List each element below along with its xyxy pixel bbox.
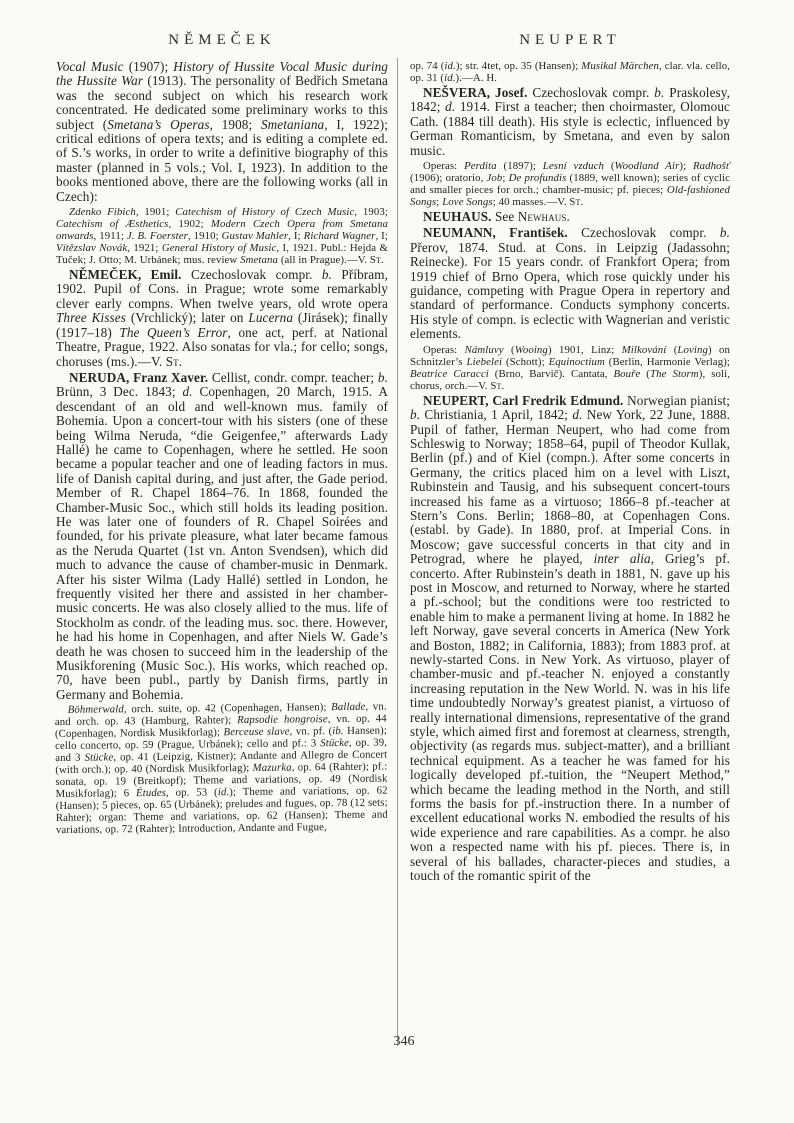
- entry-nemecek-emil: NĚMEČEK, Emil. Czechoslovak compr. b. Příbram, 1902. Pupil of Cons. in Prague; wrote some remarkably clever early compns. When twelve years, old wrote opera Three Kisses (Vrchlický); later on Lucerna (Jirásek); finally (1917–18) The Queen’s Error, one act, perf. at National Theatre, Prague, 1922. Also sonatas for vla.; for cello; songs, choruses (ms.).—V. St.: [56, 267, 388, 369]
- column-divider-rule: [397, 58, 398, 1046]
- running-head-right: NEUPERT: [519, 32, 621, 48]
- right-column: [410, 60, 730, 886]
- left-column: [56, 60, 388, 838]
- paragraph-continuation-vocal-music: Vocal Music (1907); History of Hussite Vocal Music during the Hussite War (1913). The personality of Bedřich Smetana was the second subject on which his research work concentrated. He dedicated some preliminary works to this subject (Smetana’s Operas, 1908; Smetaniana, I, 1922); critical editions of opera texts; and is editing a complete ed. of S.’s works, in order to write a definitive biography of this master (planned in 5 vols.; Vol. I, 1923). In addition to the books mentioned above, there are the following works (all in Czech):: [56, 59, 388, 204]
- running-head-left: NĚMEČEK: [168, 32, 276, 48]
- works-list-fibich: Zdenko Fibich, 1901; Catechism of History of Czech Music, 1903; Catechism of Æsthetics, 1902; Modern Czech Opera from Smetana onwards, 1911; J. B. Foerster, 1910; Gustav Mahler, I; Richard Wagner, I; Vítězslav Novák, 1921; General History of Music, I, 1921. Publ.: Hejda & Tuček; J. Otto; M. Urbánek; mus. review Smetana (all in Prague).—V. St.: [56, 206, 388, 267]
- works-list-continuation: op. 74 (id.); str. 4tet, op. 35 (Hansen); Musikal Märchen, clar. vla. cello, op. 31 (id.).—A. H.: [410, 60, 731, 84]
- entry-neuhaus-crossref: NEUHAUS. See Newhaus.: [423, 209, 570, 225]
- page-number: 346: [393, 1034, 415, 1049]
- works-list-nesvera: Operas: Perdita (1897); Lesní vzduch (Woodland Air); Radhošť (1906); oratorio, Job; De profundis (1889, well known); series of cyclic and smaller pieces for orch.; chamber-music; pf. pieces; Old-fashioned Songs; Love Songs; 40 masses.—V. St.: [410, 160, 730, 209]
- works-list-neruda: Böhmerwald, orch. suite, op. 42 (Copenhagen, Hansen); Ballade, vn. and orch. op. 43 (Hamburg, Rahter); Rapsodie hongroise, vn. op. 44 (Copenhagen, Nordisk Musikforlag); Berceuse slave, vn. pf. (ib. Hansen); cello concerto, op. 59 (Prague, Urbánek); cello and pf.: 3 Stücke, op. 39, and 3 Stücke, op. 41 (Leipzig, Kistner); Andante and Allegro de Concert (with orch.); op. 40 (Nordisk Musikforlag); Mazurka, op. 64 (Rahter); pf.: sonata, op. 19 (Breitkopf); Theme and variations, op. 49 (Nordisk Musikforlag); 6 Études, op. 53 (id.); Theme and variations, op. 62 (Hansen); 5 pieces, op. 65 (Urbánek); preludes and fugues, op. 78 (12 sets; Rahter); organ: Theme and variations, op. 62 (Hansen); Theme and variations, op. 72 (Rahter); Introduction, Andante and Fugue,: [54, 700, 388, 837]
- entry-nesvera-josef: NEŠVERA, Josef. Czechoslovak compr. b. Praskolesy, 1842; d. 1914. First a teacher; then choirmaster, Olomouc Cath. (1884 till death). His style is eclectic, influenced by German Romanticism, by Smetana, and even by salon music.: [410, 85, 730, 158]
- works-list-neumann: Operas: Námluvy (Wooing) 1901, Linz; Milkování (Loving) on Schnitzler’s Liebelei (Schott); Equinoctium (Berlin, Harmonie Verlag); Beatrice Caracci (Brno, Barvič). Cantata, Bouře (The Storm), soli, chorus, orch.—V. St.: [410, 343, 731, 392]
- entry-neruda-franz-xaver: NERUDA, Franz Xaver. Cellist, condr. compr. teacher; b. Brünn, 3 Dec. 1843; d. Copenhagen, 20 March, 1915. A descendant of an old and well-known mus. family of Bohemia. Upon a concert-tour with his sisters (one of these being Wilma Neruda, “die Geigenfee,” afterwards Lady Hallé) he came to Copenhagen, where he settled. He soon became a popular teacher and one of leading factors in mus. life of Danish capital during, and just after, the Gade period. Member of R. Chapel 1864–76. In 1868, founded the Chamber-Music Soc., which still holds its leading position. He was later one of founders of R. Chapel Soirées and founded, for his private pleasure, what later became famous as the Neruda Quartet (1st vn. Anton Svendsen), which did much to advance the cause of chamber-music in Denmark. After his sister Wilma (Lady Hallé) settled in London, he frequently visited her there and assisted in her chamber-music concerts. He was also closely allied to the mus. life of Stockholm as condr. of the leading mus. soc. there. However, he had his home in Copenhagen, and after Niels W. Gade’s death he was chosen to succeed him in the leadership of the Musikforening (Music Soc.). His works, which reached op. 70, have been publ., partly by Danish firms, partly in Germany and Bohemia.: [56, 369, 388, 702]
- entry-neupert-carl: NEUPERT, Carl Fredrik Edmund. Norwegian pianist; b. Christiania, 1 April, 1842; d. New York, 22 June, 1888. Pupil of father, Herman Neupert, who had come from Schleswig to Norway; 1858–64, pupil of Theodor Kullak, Berlin (pf.) and of Kiel (compn.). After some concerts in Germany, the critics placed him on a level with Liszt, Rubinstein and Tausig, and his subsequent concert-tours increased his fame as a virtuoso; 1866–8 pf.-teacher at Stern’s Cons. Berlin; 1868–80, at Copenhagen Cons. (establ. by Gade). In 1880, prof. at Imperial Cons. in Moscow; gave successful concerts in that city and in Petrograd, where he played, inter alia, Grieg’s pf. concerto. After Rubinstein’s death in 1881, N. gave up his post in Moscow, and returned to Norway, where he started a pf.-school; but the conditions were too restricted to enable him to make a permanent living at home. In 1882 he left Norway, gave several concerts in America (New York and Boston, 1882; in California, 1883); from 1883 prof. at newly-started Cons. in New York. As virtuoso, player of chamber-music and pf.-teacher N. enjoyed a constantly increasing reputation in the New World. N. was in his life time undoubtedly Norway’s greatest pianist, a virtuoso of really international dimensions, representative of the grand style, which aimed first and foremost at clearness, strength, objectivity (as regards mus. subject-matter), and a brilliant technical equipment. As a teacher he was famed for his logically developed pf.-tuition, the “Neupert Method,” which became the leading method in the North, and still forms the basis for pf.-instruction there. In a number of excellent educational works N. embodied the results of his wide experience and rare capabilities. As a compr. he also won a respected name with his pf. pieces. There is, in several of his ballades, character-pieces and studies, a touch of the romantic spirit of the: [410, 392, 731, 884]
- entry-neumann-frantisek: NEUMANN, František. Czechoslovak compr. b. Přerov, 1874. Stud. at Cons. in Leipzig (Jadassohn; Reinecke). For 15 years condr. of Frankfort Opera; from 1919 chief of Brno Opera, which rose quickly under his guidance, competing with Prague Opera in repertory and standard of performance. Conducts symphony concerts. His style of compn. is eclectic with Wagnerian and veristic elements.: [410, 225, 730, 342]
